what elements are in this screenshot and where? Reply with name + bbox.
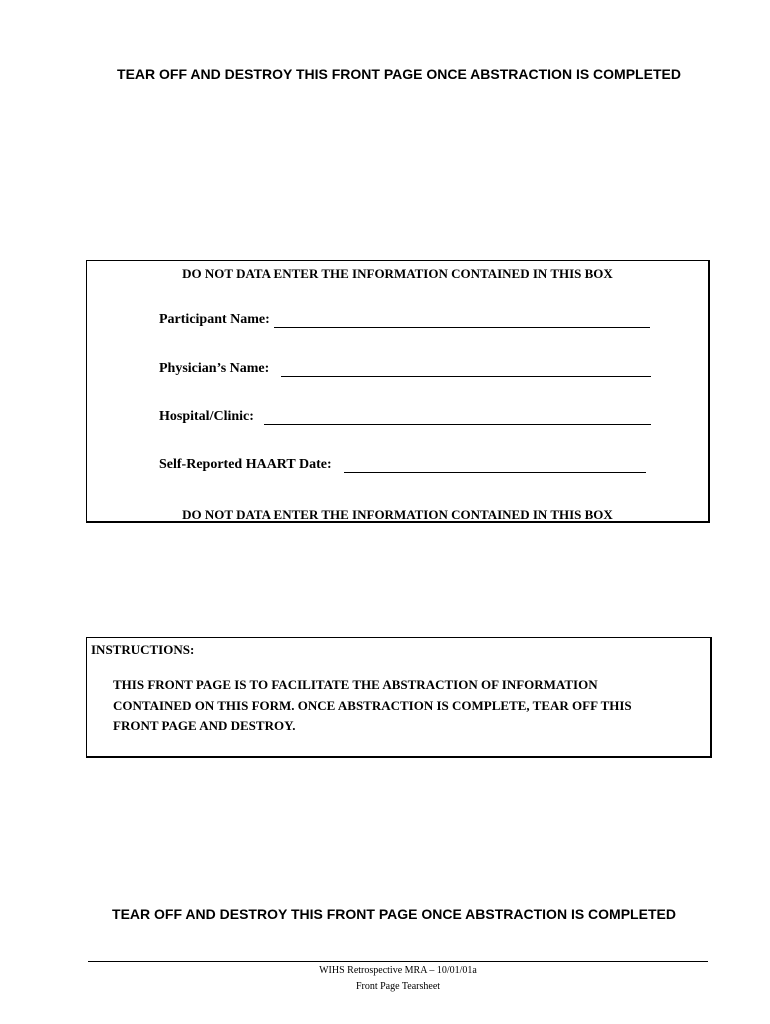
physician-name-label: Physician’s Name: [159,361,270,376]
instructions-line: FRONT PAGE AND DESTROY. [113,718,296,733]
participant-name-label: Participant Name: [159,312,270,327]
instructions-box [86,637,712,758]
do-not-enter-notice-top: DO NOT DATA ENTER THE INFORMATION CONTAINED IN THIS BOX [182,266,613,281]
page-name: Front Page Tearsheet [355,981,441,992]
haart-date-row [159,457,646,473]
footer-divider [88,961,708,962]
haart-date-label: Self-Reported HAART Date: [159,457,332,472]
do-not-enter-notice-bottom: DO NOT DATA ENTER THE INFORMATION CONTAINED IN THIS BOX [182,507,613,522]
confidential-info-box [86,260,710,523]
form-identifier: WIHS Retrospective MRA – 10/01/01a [319,965,477,976]
physician-name-field[interactable] [281,362,651,377]
participant-name-row [159,312,650,328]
physician-name-row [159,361,651,377]
haart-date-field[interactable] [344,458,646,473]
hospital-clinic-row [159,409,651,425]
instructions-line: THIS FRONT PAGE IS TO FACILITATE THE ABSTRACTION OF INFORMATION [113,677,598,692]
bottom-tear-off-warning: TEAR OFF AND DESTROY THIS FRONT PAGE ONCE ABSTRACTION IS COMPLETED [112,906,676,922]
hospital-clinic-label: Hospital/Clinic: [159,409,254,424]
instructions-title: INSTRUCTIONS: [91,642,195,657]
participant-name-field[interactable] [274,313,650,328]
instructions-line: CONTAINED ON THIS FORM. ONCE ABSTRACTION IS COMPLETE, TEAR OFF THIS [113,698,632,713]
hospital-clinic-field[interactable] [264,410,651,425]
top-tear-off-warning: TEAR OFF AND DESTROY THIS FRONT PAGE ONCE ABSTRACTION IS COMPLETED [117,66,681,82]
